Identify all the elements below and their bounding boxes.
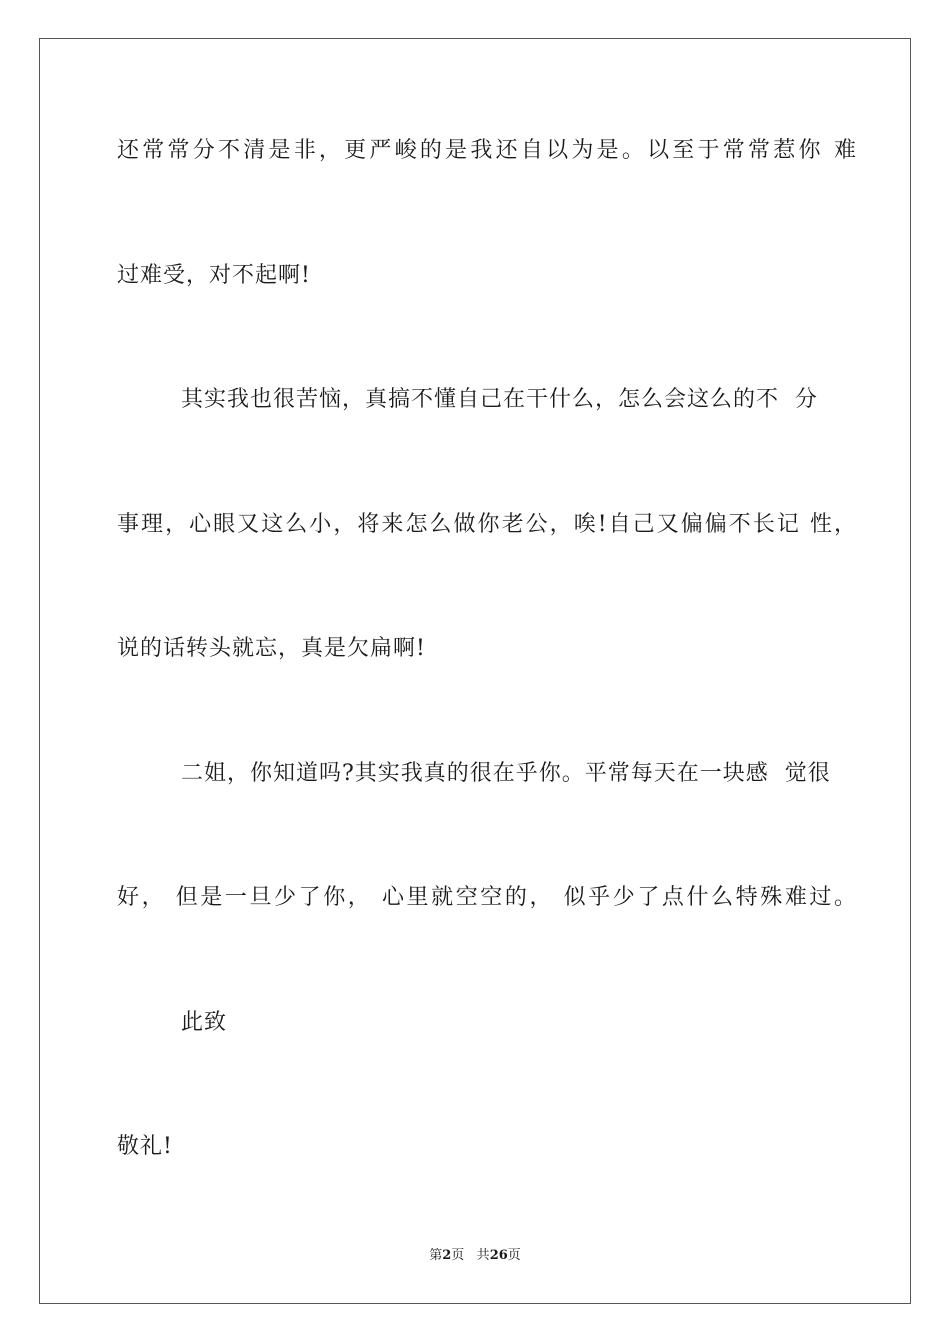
text-line-3: 其实我也很苦恼，真搞不懂自己在干什么，怎么会这么的不 分 [117, 387, 818, 412]
footer-page-unit: 页 [451, 1248, 465, 1263]
text-line-4: 事理，心眼又这么小，将来怎么做你老公，唉!自己又偏偏不长记 性， [117, 512, 857, 537]
text-line-5: 说的话转头就忘，真是欠扁啊! [117, 636, 426, 661]
footer-current-page: 2 [442, 1248, 452, 1263]
text-line-9: 敬礼! [117, 1134, 173, 1159]
footer-total-prefix: 共 [476, 1248, 490, 1263]
text-line-1: 还常常分不清是非，更严峻的是我还自以为是。以至于常常惹你 难 [117, 138, 857, 163]
text-line-8: 此致 [117, 1010, 227, 1035]
text-line-7: 好， 但是一旦少了你， 心里就空空的， 似乎少了点什么特殊难过。 [117, 885, 857, 910]
text-line-2: 过难受，对不起啊! [117, 263, 311, 288]
footer-total-pages: 26 [489, 1248, 508, 1263]
page-border [39, 38, 911, 1304]
footer-prefix: 第 [429, 1248, 443, 1263]
footer-total-unit: 页 [507, 1248, 521, 1263]
text-line-6: 二姐，你知道吗?其实我真的很在乎你。平常每天在一块感 觉很 [117, 761, 831, 786]
page-footer [0, 1248, 950, 1264]
